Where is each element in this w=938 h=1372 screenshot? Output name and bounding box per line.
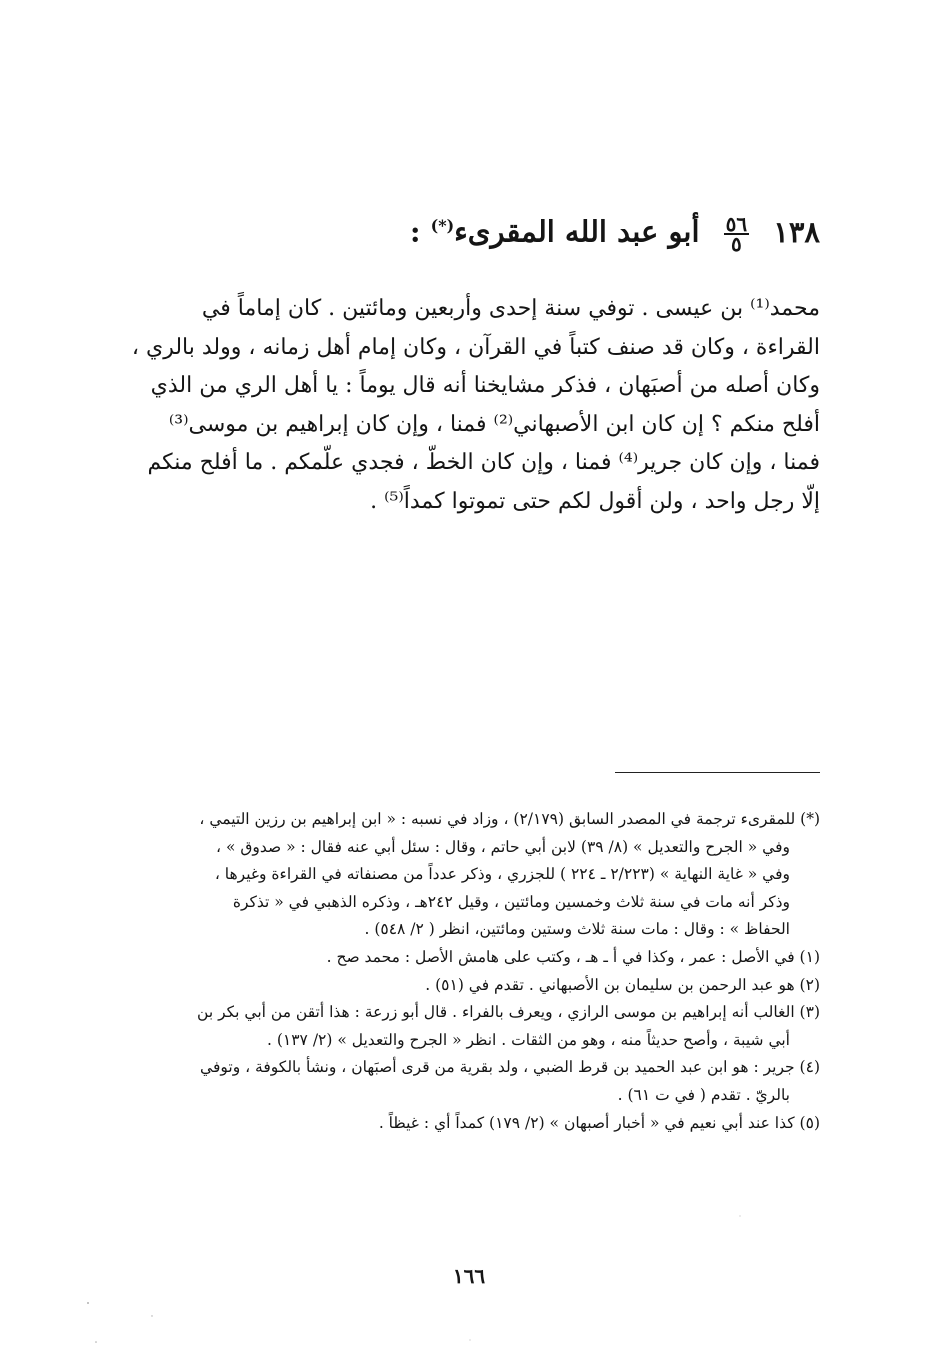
footnote-line: (٥) كذا عند أبي نعيم في « أخبار أصبهان » (٢/ ١٧٩) كمداً أي : غيظاً . <box>378 1113 820 1132</box>
body-line: إلّا رجل واحد ، ولن أقول لكم حتى تموتوا كمداً⁽⁵⁾ . <box>370 488 820 514</box>
entry-number: ١٣٨ <box>773 214 820 249</box>
footnote-line: (٢) هو عبد الرحمن بن سليمان بن الأصبهاني . تقدم في (٥١) . <box>425 975 820 994</box>
body-line: محمد⁽¹⁾ بن عيسى . توفي سنة إحدى وأربعين ومائتين . كان إماماً في <box>201 296 820 321</box>
footnote-line: وفي « غاية النهاية » (٢/٢٢٣ ـ ٢٢٤ ) للجزري ، وذكر عدداً من مصنفاته في القراءة وغيرها ، <box>214 865 790 884</box>
entry-title-colon: : <box>409 214 421 249</box>
marker-top: ٥٦ <box>725 211 748 236</box>
body-line: القراءة ، وكان قد صنف كتباً في القرآن ، وكان إمام أهل زمانه ، وولد بالري ، <box>131 334 820 360</box>
footnote-line: (٤) جرير : هو ابن عبد الحميد بن قرط الضبي ، ولد بقرية من قرى أصبَهان ، ونشأ بالكوفة ، وتوفي <box>200 1058 820 1077</box>
footnote-line: بالريّ . تقدم ( في ت ٦١) . <box>617 1085 790 1104</box>
footnote-line: (١) في الأصل : عمر ، وكذا في أ ـ هـ ، وكتب على هامش الأصل : محمد صح . <box>326 947 820 966</box>
body-line: فمنا ، وإن كان جرير⁽⁴⁾ فمنا ، وإن كان الخطّ ، فجدي علّمكم . ما أفلح منكم <box>147 450 820 475</box>
entry-title: أبو عبد الله المقرىء <box>454 214 700 249</box>
body-line: أفلح منكم ؟ إن كان ابن الأصبهاني⁽²⁾ فمنا ، وإن كان إبراهيم بن موسى⁽³⁾ <box>168 411 820 437</box>
body-line: وكان أصله من أصبَهان ، فذكر مشايخنا أنه قال يوماً : يا أهل الري من الذي <box>150 373 820 398</box>
footnote-line: أبي شيبة ، وأصح حديثاً منه ، وهو من الثقات . انظر « الجرح والتعديل » (٢/ ١٣٧) . <box>267 1030 790 1049</box>
footnote-line: (*) للمقرىء ترجمة في المصدر السابق (٢/١٧٩) ، وزاد في نسبه : « ابن إبراهيم بن رزين التيمي ، <box>199 810 820 828</box>
footnote-line: وذكر أنه مات في سنة ثلاث وخمسين ومائتين ، وقيل ٢٤٢هـ ، وذكره الذهبي في « تذكرة <box>232 892 790 911</box>
entry-title-footnote-ref: (*) <box>430 216 455 235</box>
footnote-line: (٣) الغالب أنه إبراهيم بن موسى الرازي ، ويعرف بالفراء . قال أبو زرعة : هذا أتقن من أبي بكر بن <box>197 1003 820 1022</box>
marker-bottom: ٥ <box>731 231 742 256</box>
page-number: ١٦٦ <box>452 1264 486 1288</box>
footnote-line: وفي « الجرح والتعديل » (٨/ ٣٩) لابن أبي حاتم ، وقال : سئل أبي عنه فقال : « صدوق » ، <box>216 837 790 856</box>
footnote-line: الحفاظ » : وقال : مات سنة ثلاث وستين ومائتين، انظر ( ٢/ ٥٤٨) . <box>364 920 790 939</box>
